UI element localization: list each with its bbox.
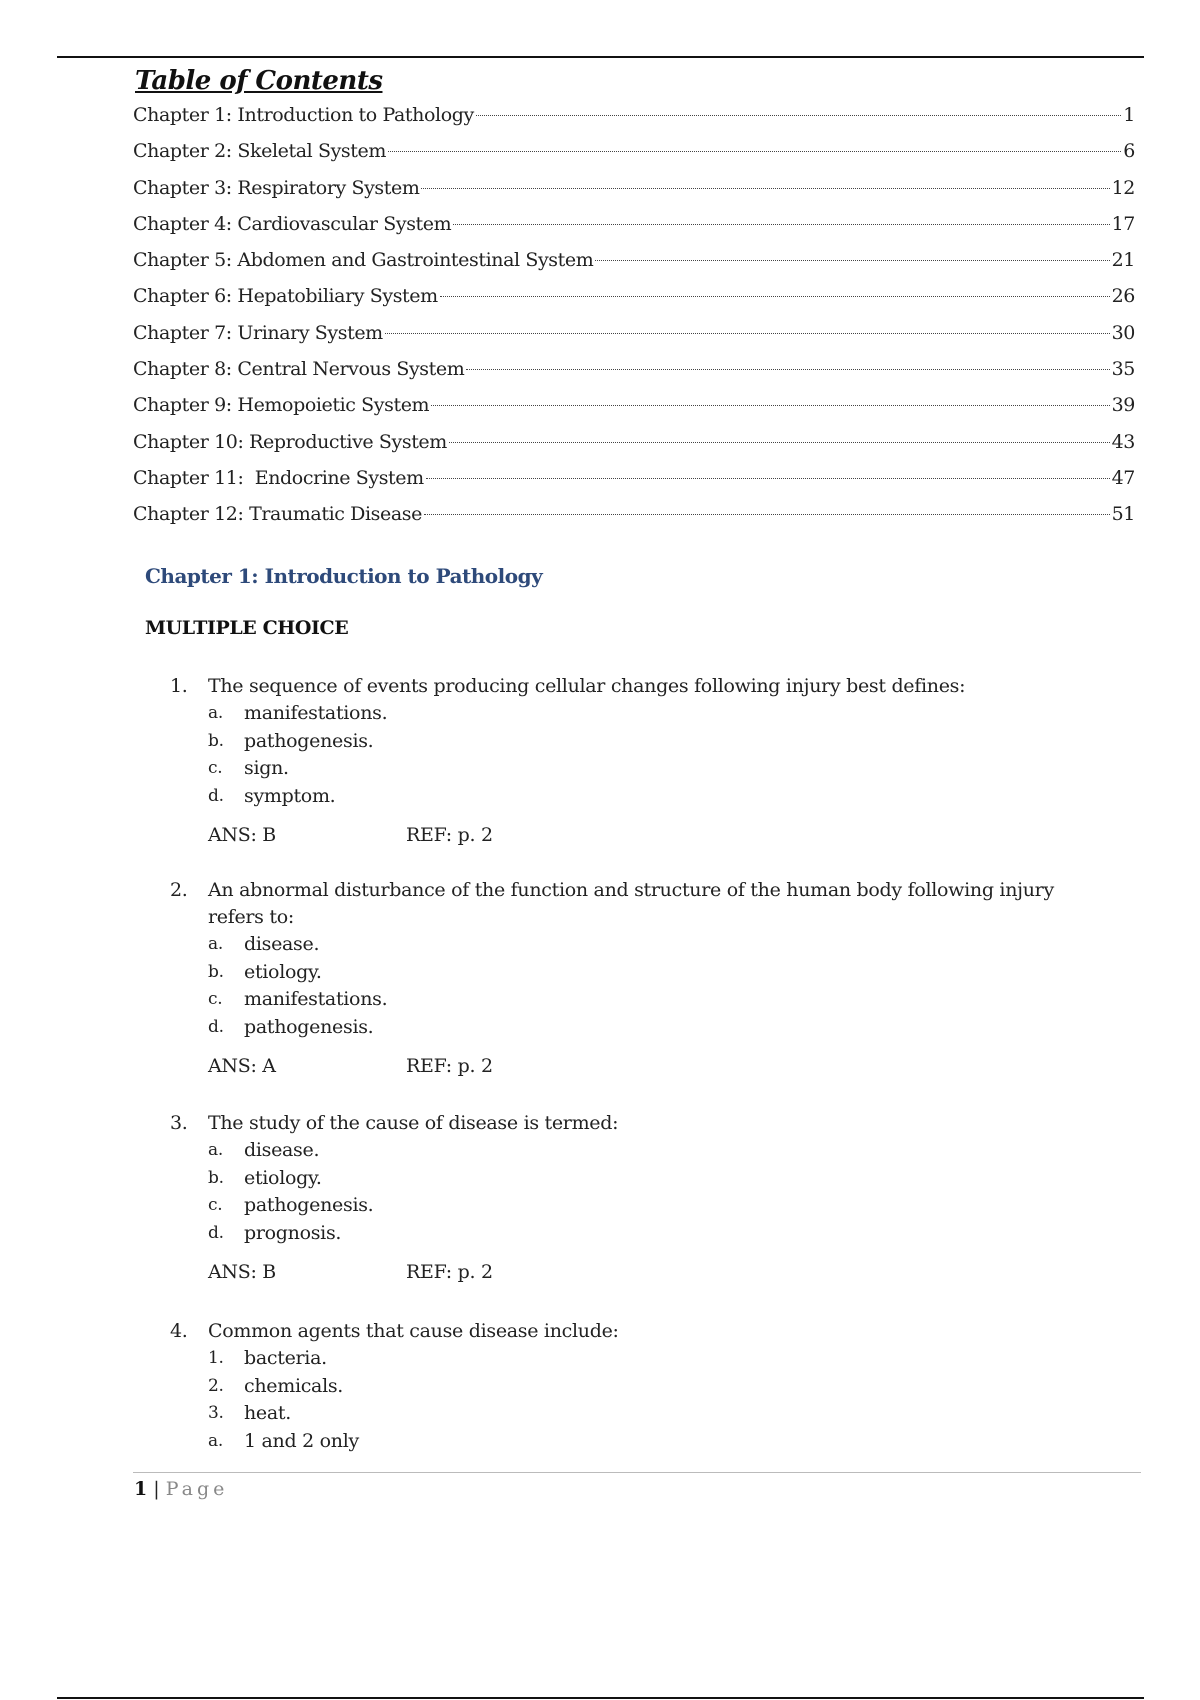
footer-page-word: Page xyxy=(165,1478,229,1500)
toc-entry-label: Chapter 2: Skeletal System xyxy=(133,140,386,163)
bottom-rule xyxy=(57,1697,1144,1699)
toc-entry-page: 17 xyxy=(1111,212,1135,235)
option xyxy=(208,700,1070,728)
option xyxy=(208,1400,1070,1428)
toc-entry-label: Chapter 8: Central Nervous System xyxy=(133,358,465,381)
option-text: symptom. xyxy=(244,784,336,807)
option xyxy=(208,1165,1070,1193)
answer-reference: REF: p. 2 xyxy=(406,1055,493,1077)
toc-leader xyxy=(385,333,1110,334)
toc-entry[interactable] xyxy=(133,133,1135,169)
option-letter: c. xyxy=(208,989,223,1009)
option-text: manifestations. xyxy=(244,988,388,1010)
option xyxy=(208,959,1070,987)
option xyxy=(208,728,1070,756)
option-text: pathogenesis. xyxy=(244,1015,374,1038)
toc-leader xyxy=(388,151,1121,152)
question-text: The study of the cause of disease is termed: xyxy=(208,1112,619,1134)
toc-entry-label: Chapter 10: Reproductive System xyxy=(133,430,447,453)
section-heading: MULTIPLE CHOICE xyxy=(145,617,349,639)
toc-entry[interactable] xyxy=(133,97,1135,133)
answer-key: ANS: A xyxy=(208,1055,276,1077)
toc-entry-page: 51 xyxy=(1111,503,1135,526)
toc-leader xyxy=(476,115,1121,116)
toc-entry-label: Chapter 7: Urinary System xyxy=(133,321,383,344)
option-text: etiology. xyxy=(244,960,322,983)
option-text: etiology. xyxy=(244,1166,322,1189)
option xyxy=(208,1192,1070,1220)
answer-line xyxy=(208,822,1070,849)
option-text: manifestations. xyxy=(244,702,388,724)
option xyxy=(208,755,1070,783)
option-text: heat. xyxy=(244,1402,291,1424)
option xyxy=(208,1137,1070,1165)
toc-leader xyxy=(431,405,1109,406)
option xyxy=(208,1428,1070,1456)
toc-entry[interactable] xyxy=(133,460,1135,496)
footer-page-number: 1 xyxy=(134,1478,148,1500)
toc-leader xyxy=(424,514,1110,515)
question-text: Common agents that cause disease include: xyxy=(208,1320,619,1342)
answer-reference: REF: p. 2 xyxy=(406,1261,493,1283)
question-2 xyxy=(170,877,1070,1080)
option-letter: d. xyxy=(208,1222,224,1243)
toc-entry-page: 43 xyxy=(1111,430,1135,453)
option-letter: b. xyxy=(208,961,224,982)
option xyxy=(208,783,1070,811)
toc-leader xyxy=(466,369,1109,370)
question-number: 3. xyxy=(170,1112,188,1134)
toc-entry[interactable] xyxy=(133,315,1135,351)
toc-leader xyxy=(421,188,1109,189)
toc-leader xyxy=(449,442,1110,443)
option-letter: c. xyxy=(208,758,223,778)
toc-leader xyxy=(426,478,1110,479)
toc-title: Table of Contents xyxy=(135,66,383,96)
option-text: 1 and 2 only xyxy=(244,1429,359,1452)
option-text: prognosis. xyxy=(244,1221,342,1244)
chapter-heading: Chapter 1: Introduction to Pathology xyxy=(145,564,543,588)
toc-entry-page: 39 xyxy=(1111,394,1135,417)
toc-entry-page: 30 xyxy=(1111,321,1135,344)
answer-key: ANS: B xyxy=(208,1261,276,1283)
option xyxy=(208,1220,1070,1248)
toc-entry-label: Chapter 9: Hemopoietic System xyxy=(133,394,430,417)
footer-separator: | xyxy=(153,1478,160,1500)
toc-entry-page: 12 xyxy=(1111,176,1135,199)
option-letter: d. xyxy=(208,1016,224,1037)
top-rule xyxy=(57,56,1144,58)
option-letter: a. xyxy=(208,703,223,723)
toc-entry[interactable] xyxy=(133,351,1135,387)
toc-entry[interactable] xyxy=(133,496,1135,532)
toc-leader xyxy=(595,260,1109,261)
option-letter: a. xyxy=(208,1140,223,1160)
option-letter: a. xyxy=(208,1430,223,1451)
option xyxy=(208,931,1070,959)
option-letter: a. xyxy=(208,934,223,954)
option xyxy=(208,1345,1070,1373)
option-letter: b. xyxy=(208,730,224,751)
toc-entry[interactable] xyxy=(133,278,1135,314)
toc-entry-label: Chapter 12: Traumatic Disease xyxy=(133,503,422,526)
toc-entry-label: Chapter 5: Abdomen and Gastrointestinal System xyxy=(133,249,594,272)
toc-entry[interactable] xyxy=(133,387,1135,423)
option-letter: c. xyxy=(208,1195,223,1215)
question-3 xyxy=(170,1110,1070,1286)
option-letter: b. xyxy=(208,1167,224,1188)
toc-entry-page: 26 xyxy=(1111,285,1135,308)
answer-key: ANS: B xyxy=(208,824,276,846)
question-4 xyxy=(170,1318,1070,1455)
option xyxy=(208,1373,1070,1401)
toc-entry[interactable] xyxy=(133,170,1135,206)
question-number: 1. xyxy=(170,675,188,697)
toc-entry-page: 21 xyxy=(1111,249,1135,272)
toc-entry-page: 6 xyxy=(1123,140,1135,163)
toc-entry-page: 1 xyxy=(1123,104,1135,126)
answer-line xyxy=(208,1053,1070,1080)
option-text: disease. xyxy=(244,1139,320,1161)
toc-entry-label: Chapter 6: Hepatobiliary System xyxy=(133,285,438,308)
toc-entry[interactable] xyxy=(133,424,1135,460)
question-1 xyxy=(170,673,1070,849)
toc-entry-page: 35 xyxy=(1111,358,1135,381)
toc-leader xyxy=(440,296,1110,297)
question-text: An abnormal disturbance of the function and structure of the human body following injury refers to: xyxy=(208,879,1054,928)
answer-reference: REF: p. 2 xyxy=(406,824,493,846)
toc-entry-page: 47 xyxy=(1111,466,1135,489)
toc-entry-label: Chapter 3: Respiratory System xyxy=(133,176,420,199)
question-number: 4. xyxy=(170,1320,188,1342)
toc-entry-label: Chapter 4: Cardiovascular System xyxy=(133,212,452,235)
question-text: The sequence of events producing cellular changes following injury best defines: xyxy=(208,675,966,697)
footer-rule xyxy=(133,1472,1141,1473)
option-text: disease. xyxy=(244,933,320,955)
option-text: chemicals. xyxy=(244,1374,344,1397)
question-number: 2. xyxy=(170,879,188,901)
option-letter: 1. xyxy=(208,1348,224,1368)
option-text: sign. xyxy=(244,757,289,779)
option-letter: 2. xyxy=(208,1375,224,1396)
option xyxy=(208,986,1070,1014)
option-text: pathogenesis. xyxy=(244,729,374,752)
toc-leader xyxy=(453,224,1109,225)
option-letter: d. xyxy=(208,785,224,806)
answer-line xyxy=(208,1259,1070,1286)
option-text: pathogenesis. xyxy=(244,1194,374,1216)
option-letter: 3. xyxy=(208,1403,224,1423)
toc-entry[interactable] xyxy=(133,206,1135,242)
option-text: bacteria. xyxy=(244,1347,327,1369)
table-of-contents xyxy=(133,97,1135,533)
toc-entry-label: Chapter 11: Endocrine System xyxy=(133,466,424,489)
toc-entry-label: Chapter 1: Introduction to Pathology xyxy=(133,104,474,126)
page-footer xyxy=(134,1478,228,1500)
toc-entry[interactable] xyxy=(133,242,1135,278)
option xyxy=(208,1014,1070,1042)
